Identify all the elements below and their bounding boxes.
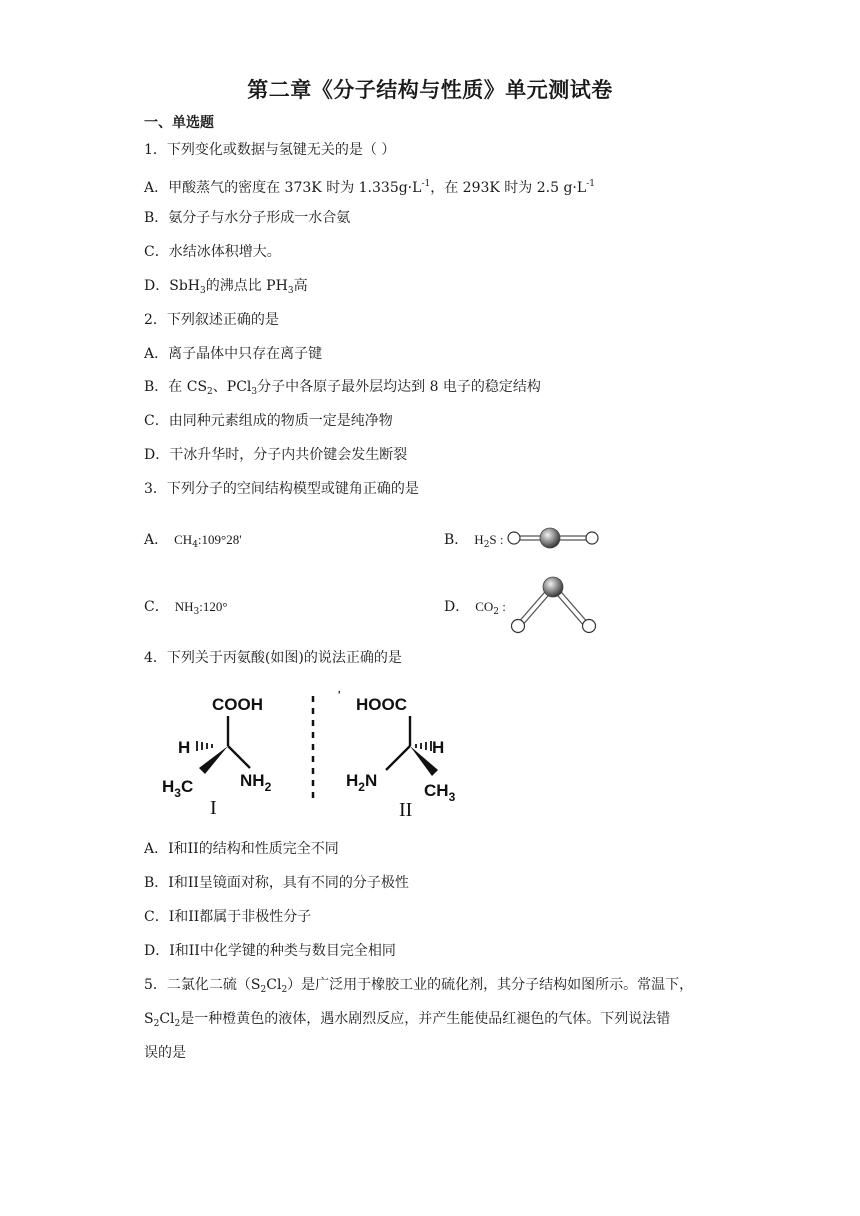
question-3-stem: 3．下列分子的空间结构模型或键角正确的是 xyxy=(144,481,419,497)
svg-text:': ' xyxy=(338,690,341,701)
question-5-stem-line-3: 误的是 xyxy=(144,1045,186,1061)
question-4-option-b: B．I和II呈镜面对称，具有不同的分子极性 xyxy=(144,875,409,891)
h2n-label: $H_2N$ xyxy=(346,771,378,794)
question-2-stem: 2．下列叙述正确的是 xyxy=(144,312,279,328)
alanine-enantiomers-figure xyxy=(150,682,470,822)
question-3-option-b: B． $H_2S$ : xyxy=(444,532,504,550)
question-3-option-a: A． $CH_4:109^\circ 28'$ xyxy=(144,532,242,550)
question-2-option-c: C．由同种元素组成的物质一定是纯净物 xyxy=(144,413,393,429)
hooc-label: HOOC xyxy=(356,695,407,714)
question-1-option-a: A．甲酸蒸气的密度在 373K 时为 $1.335g\cdot L^{-1}$，在 293K 时为 2.5 $g\cdot L^{-1}$ xyxy=(144,179,595,196)
question-5-stem-line-2: $S_2Cl_2$是一种橙黄色的液体，遇水剧烈反应，并产生能使品红褪色的气体。下列说法错 xyxy=(144,1011,671,1029)
sulfur-atom xyxy=(540,528,560,548)
question-1-option-c: C．水结冰体积增大。 xyxy=(144,244,281,260)
question-1-option-b: B．氨分子与水分子形成一水合氨 xyxy=(144,210,351,226)
cooh-label: COOH xyxy=(212,695,263,714)
question-3-option-d: D． $CO_2$ : xyxy=(444,599,506,617)
hashed-wedge-bond xyxy=(416,741,431,751)
question-4-stem: 4．下列关于丙氨酸(如图)的说法正确的是 xyxy=(144,650,402,666)
structure-label-1: I xyxy=(210,797,217,819)
question-2-option-b: B．在 $CS_2$、PCl$_3$分子中各原子最外层均达到 8 电子的稳定结构 xyxy=(144,379,541,397)
section-heading: 一、单选题 xyxy=(144,115,214,131)
hydrogen-atom xyxy=(508,532,520,544)
question-4-option-c: C．I和II都属于非极性分子 xyxy=(144,909,312,925)
outer-atom xyxy=(512,620,525,633)
question-1-option-d: D．SbH$_3$的沸点比 $PH_3$高 xyxy=(144,278,308,296)
question-2-option-d: D．干冰升华时，分子内共价键会发生断裂 xyxy=(144,447,408,463)
ch3-label: $CH_3$ xyxy=(424,781,456,804)
question-4-option-a: A．I和II的结构和性质完全不同 xyxy=(144,841,339,857)
nh2-label: $NH_2$ xyxy=(240,771,272,794)
central-atom xyxy=(543,577,563,597)
h3c-label: $H_3C$ xyxy=(162,777,194,800)
question-3-option-c: C． $NH_3:120^\circ$ xyxy=(144,599,228,617)
solid-wedge-bond xyxy=(199,746,228,774)
question-1-stem: 1．下列变化或数据与氢键无关的是（ ） xyxy=(144,142,396,158)
h-label: H xyxy=(432,738,445,757)
hashed-wedge-bond xyxy=(197,741,212,751)
page-title: 第二章《分子结构与性质》单元测试卷 xyxy=(247,78,613,102)
question-4-option-d: D．I和II中化学键的种类与数目完全相同 xyxy=(144,943,396,959)
question-2-option-a: A．离子晶体中只存在离子键 xyxy=(144,346,323,362)
structure-label-2: II xyxy=(399,799,413,821)
co2-bent-model xyxy=(505,572,605,636)
question-5-stem-line-1: 5．二氯化二硫$(S_2Cl_2)$是广泛用于橡胶工业的硫化剂，其分子结构如图所示。常温下， xyxy=(144,977,694,995)
outer-atom xyxy=(583,620,596,633)
hydrogen-atom xyxy=(586,532,598,544)
h-label: H xyxy=(178,738,191,757)
h2s-linear-model xyxy=(505,526,605,550)
